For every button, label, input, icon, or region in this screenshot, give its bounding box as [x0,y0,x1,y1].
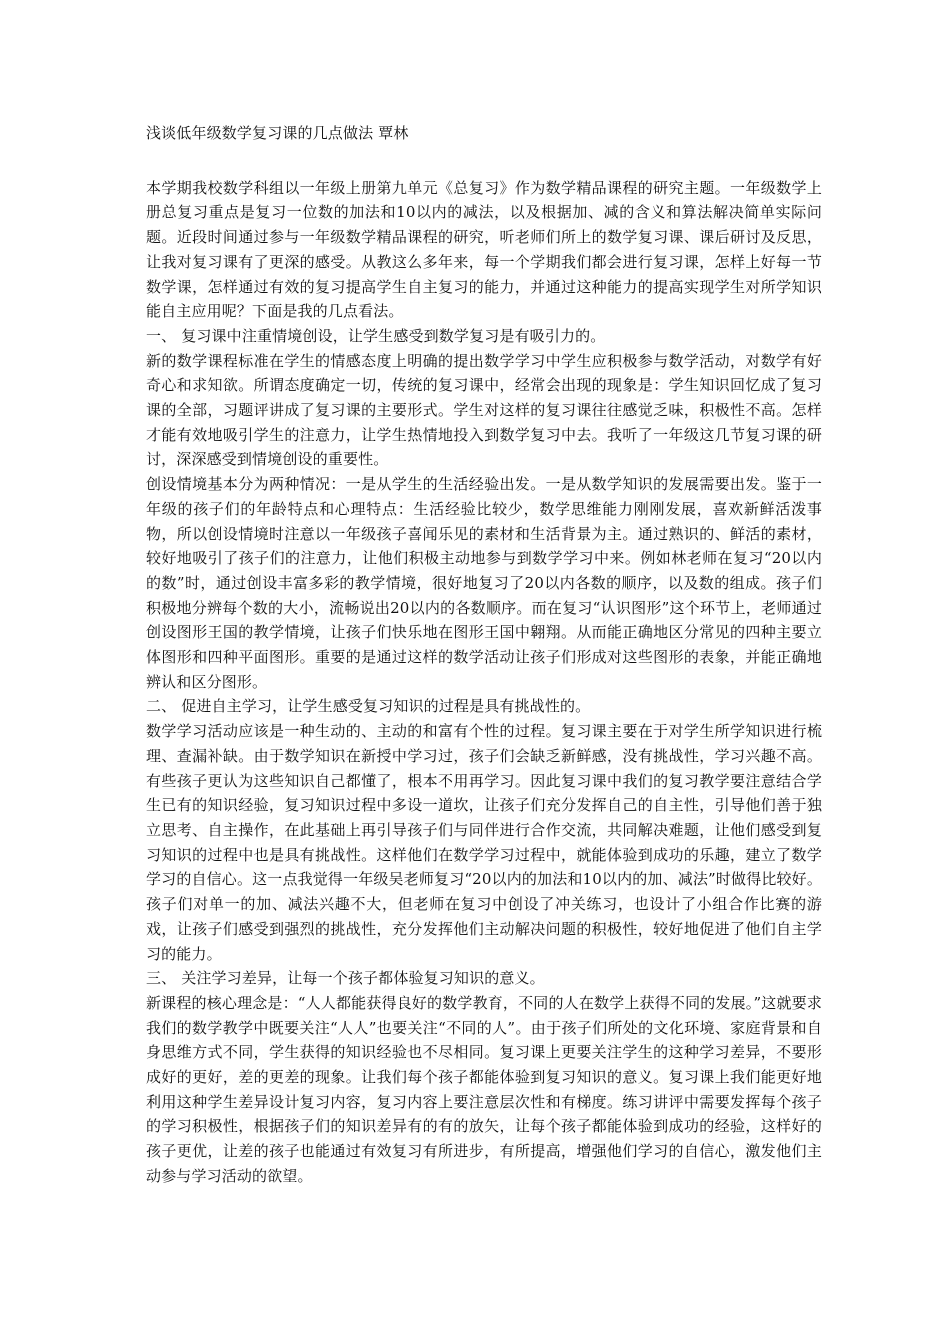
section-2-paragraph-1: 数学学习活动应该是一种生动的、主动的和富有个性的过程。复习课主要在于对学生所学知识进行梳理、查漏补缺。由于数学知识在新授中学习过，孩子们会缺乏新鲜感，没有挑战性，学习兴趣不高。有些孩子更认为这些知识自己都懂了，根本不用再学习。因此复习课中我们的复习教学要注意结合学生已有的知识经验，复习知识过程中多设一道坎，让孩子们充分发挥自己的自主性，引导他们善于独立思考、自主操作，在此基础上再引导孩子们与同伴进行合作交流，共同解决难题，让他们感受到复习知识的过程中也是具有挑战性。这样他们在数学学习过程中，就能体验到成功的乐趣，建立了数学学习的自信心。这一点我觉得一年级吴老师复习“20以内的加法和10以内的加、减法”时做得比较好。孩子们对单一的加、减法兴趣不大，但老师在复习中创设了冲关练习，也设计了小组合作比赛的游戏，让孩子们感受到强烈的挑战性，充分发挥他们主动解决问题的积极性，较好地促进了他们自主学习的能力。 [146,722,822,963]
section-1-paragraph-2: 创设情境基本分为两种情况：一是从学生的生活经验出发。一是从数学知识的发展需要出发。鉴于一年级的孩子们的年龄特点和心理特点：生活经验比较少，数学思维能力刚刚发展，喜欢新鲜活泼事物，所以创设情境时注意以一年级孩子喜闻乐见的素材和生活背景为主。通过熟识的、鲜活的素材，较好地吸引了孩子们的注意力，让他们积极主动地参与到数学学习中来。例如林老师在复习“20以内的数”时，通过创设丰富多彩的教学情境，很好地复习了20以内各数的顺序，以及数的组成。孩子们积极地分辨每个数的大小，流畅说出20以内的各数顺序。而在复习“认识图形”这个环节上，老师通过创设图形王国的教学情境，让孩子们快乐地在图形王国中翱翔。从而能正确地区分常见的四种主要立体图形和四种平面图形。重要的是通过这样的数学活动让孩子们形成对这些图形的表象，并能正确地辨认和区分图形。 [146,475,822,691]
section-heading-3: 三、 关注学习差异，让每一个孩子都体验复习知识的意义。 [146,969,545,988]
section-3-paragraph-1: 新课程的核心理念是：“人人都能获得良好的数学教育，不同的人在数学上获得不同的发展。”这就要求我们的数学教学中既要关注“人人”也要关注“不同的人”。由于孩子们所处的文化环境、家庭背景和自身思维方式不同，学生获得的知识经验也不尽相同。复习课上更要关注学生的这种学习差异，不要形成好的更好，差的更差的现象。让我们每个孩子都能体验到复习知识的意义。复习课上我们能更好地利用这种学生差异设计复习内容，复习内容上要注意层次性和有梯度。练习讲评中需要发挥每个孩子的学习积极性，根据孩子们的知识差异有的有的放矢，让每个孩子都能体验到成功的经验，这样好的孩子更优，让差的孩子也能通过有效复习有所进步，有所提高，增强他们学习的自信心，激发他们主动参与学习活动的欲望。 [146,993,822,1185]
section-heading-1: 一、 复习课中注重情境创设，让学生感受到数学复习是有吸引力的。 [146,326,606,345]
document-title: 浅谈低年级数学复习课的几点做法 覃林 [146,124,409,142]
intro-paragraph: 本学期我校数学科组以一年级上册第九单元《总复习》作为数学精品课程的研究主题。一年级数学上册总复习重点是复习一位数的加法和10以内的减法，以及根据加、减的含义和算法解决简单实际问题。近段时间通过参与一年级数学精品课程的研究，听老师们所上的数学复习课、课后研讨及反思，让我对复习课有了更深的感受。从教这么多年来，每一个学期我们都会进行复习课，怎样上好每一节数学课，怎样通过有效的复习提高学生自主复习的能力，并通过这种能力的提高实现学生对所学知识能自主应用呢？下面是我的几点看法。 [146,178,822,321]
section-1-paragraph-1: 新的数学课程标准在学生的情感态度上明确的提出数学学习中学生应积极参与数学活动，对数学有好奇心和求知欲。所谓态度确定一切，传统的复习课中，经常会出现的现象是：学生知识回忆成了复习课的全部，习题评讲成了复习课的主要形式。学生对这样的复习课往往感觉乏味，积极性不高。怎样才能有效地吸引学生的注意力，让学生热情地投入到数学复习中去。我听了一年级这几节复习课的研讨，深深感受到情境创设的重要性。 [146,351,822,469]
section-heading-2: 二、 促进自主学习，让学生感受复习知识的过程是具有挑战性的。 [146,697,591,716]
document-page [146,121,822,1189]
